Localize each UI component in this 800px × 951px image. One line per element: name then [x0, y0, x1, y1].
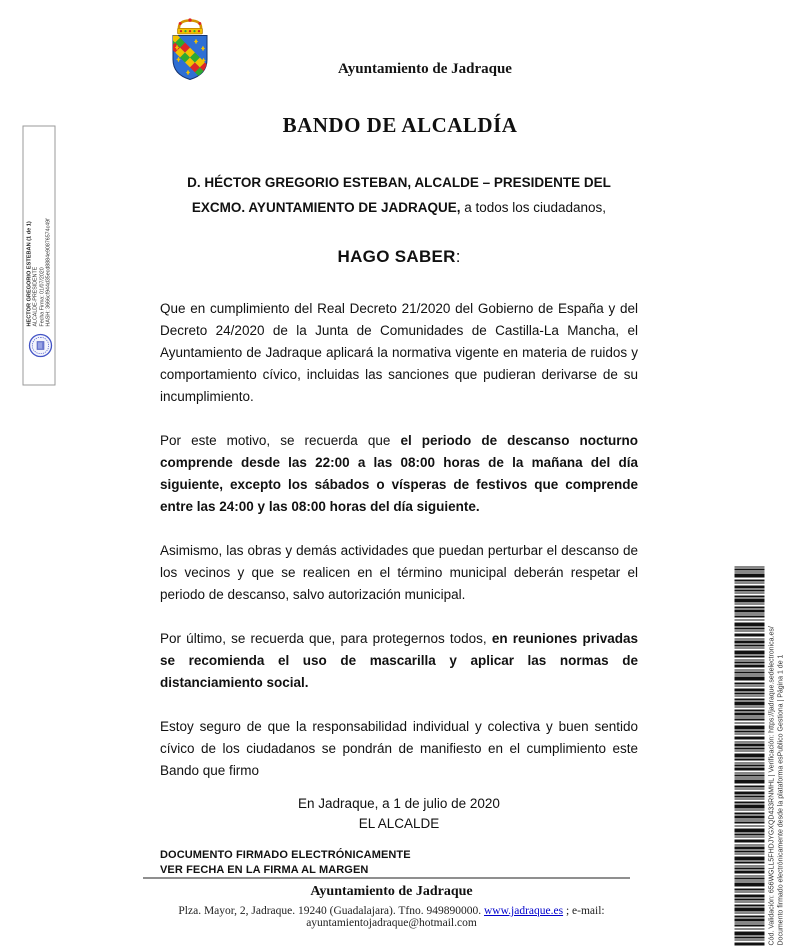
signature-block — [160, 794, 638, 834]
crown — [178, 18, 203, 34]
signature-hash: HASH: 3666cf944d35ecd8884e90876574c49f — [44, 217, 51, 326]
footer-divider — [143, 877, 630, 879]
signature-details — [26, 218, 50, 326]
paragraph-2: Por este motivo, se recuerda que el periodo de descanso nocturno comprende desde las 22:00 a las 08:00 horas de la mañana del día siguiente, excepto los sábados o vísperas de festivos que comprende entre las 24:00 y las 08:00 horas del día siguiente. — [160, 433, 638, 514]
paragraph-5: Estoy seguro de que la responsabilidad individual y colectiva y buen sentido cívico de los ciudadanos se pondrán de manifiesto en el cumplimiento este Bando que firmo — [160, 719, 638, 778]
validation-margin — [734, 565, 789, 945]
signature-margin-box — [22, 125, 55, 385]
hago-saber-heading: HAGO SABER: — [337, 247, 461, 266]
footer-address: Plza. Mayor, 2, Jadraque. 19240 (Guadalajara). Tfno. 949890000. www.jadraque.es ; e-mail: ayuntamientojadraque@hotmail.com — [178, 905, 605, 929]
page-title: BANDO DE ALCALDÍA — [282, 113, 518, 137]
signer-role: ALCALDE-PRESIDENTE — [32, 266, 39, 326]
place-date: En Jadraque, a 1 de julio de 2020 — [298, 796, 500, 811]
signature-date: Fecha Firma: 01/07/2020 — [38, 266, 45, 326]
signer-title: EL ALCALDE — [358, 816, 440, 831]
platform-line: Documento firmado electrónicamente desde la plataforma esPublico Gestiona | Página 1 de 1 — [777, 654, 784, 945]
header-org-name: Ayuntamiento de Jadraque — [338, 61, 512, 77]
paragraph-1: Que en cumplimiento del Real Decreto 21/2020 del Gobierno de España y del Decreto 24/2020 de la Junta de Comunidades de Castilla-La Mancha, el Ayuntamiento de Jadraque aplicará la normativa vigente en materia de ruidos y comportamiento cívico, incluidas las sanciones que pudieran derivarse de su incumplimiento. — [160, 301, 638, 404]
paragraph-3: Asimismo, las obras y demás actividades que puedan perturbar el descanso de los vecinos y que se realicen en el término municipal deberán respetar el periodo de descanso, salvo autorización municipal. — [160, 543, 638, 602]
validation-code-line: Cód. Validación: 656WGLL5FHDJYGXQD433RNMHL | Verificación: https://jadraque.sedelectronica.es/ — [768, 625, 775, 945]
intro-line — [160, 170, 638, 220]
esign-note: DOCUMENTO FIRMADO ELECTRÓNICAMENTE VER FECHA EN LA FIRMA AL MARGEN — [160, 849, 411, 876]
document-body — [160, 170, 638, 878]
website-link[interactable]: www.jadraque.es — [483, 905, 564, 917]
seal-stamp-icon — [27, 332, 53, 358]
signer-name: HECTOR GREGORIO ESTEBAN (1 de 1) — [26, 220, 33, 326]
intro-bold: D. HÉCTOR GREGORIO ESTEBAN, ALCALDE – PRESIDENTE DEL EXCMO. AYUNTAMIENTO DE JADRAQUE, — [187, 175, 611, 215]
validation-text — [767, 565, 785, 945]
intro-regular: a todos los ciudadanos, — [460, 200, 607, 215]
footer-org-name: Ayuntamiento de Jadraque — [310, 884, 473, 899]
paragraph-4: Por último, se recuerda que, para protegernos todos, en reuniones privadas se recomienda el uso de mascarilla y aplicar las normas de distanciamiento social. — [160, 631, 638, 690]
barcode-icon — [734, 565, 764, 945]
